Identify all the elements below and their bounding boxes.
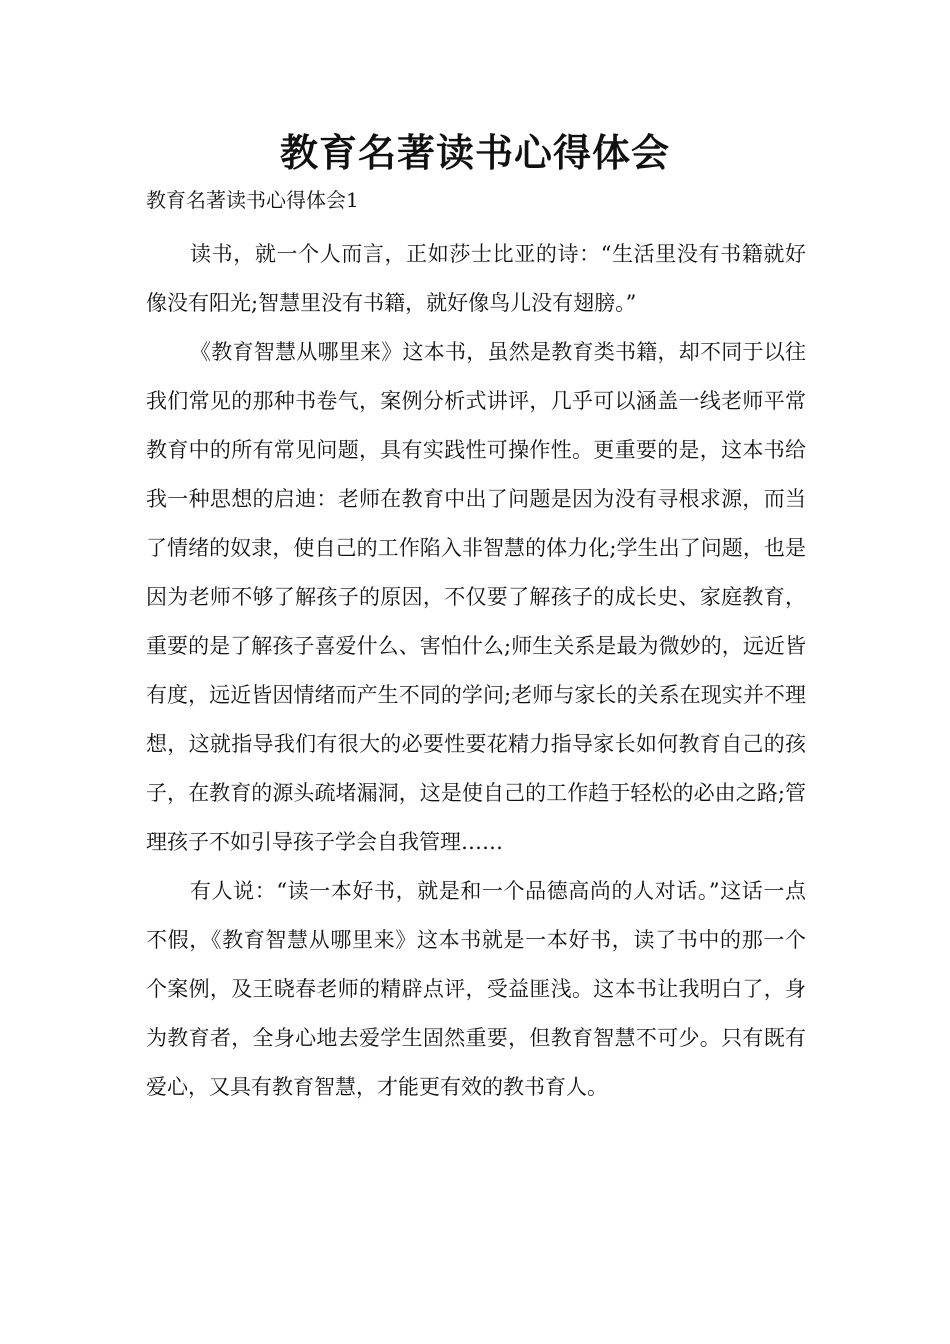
document-title: 教育名著读书心得体会: [279, 130, 670, 175]
paragraph-3: 有人说：“读一本好书，就是和一个品德高尚的人对话。”这话一点不假，《教育智慧从哪里来》这本书就是一本好书，读了书中的那一个个案例，及王晓春老师的精辟点评，受益匪浅。这本书让我明白了，身为教育者，全身心地去爱学生固然重要，但教育智慧不可少。只有既有爱心，又具有教育智慧，才能更有效的教书育人。: [146, 879, 806, 1099]
document-subtitle: 教育名著读书心得体会1: [146, 188, 359, 212]
paragraph-2: 《教育智慧从哪里来》这本书，虽然是教育类书籍，却不同于以往我们常见的那种书卷气，案例分析式讲评，几乎可以涵盖一线老师平常教育中的所有常见问题，具有实践性可操作性。更重要的是，这本书给我一种思想的启迪：老师在教育中出了问题是因为没有寻根求源，而当了情绪的奴隶，使自己的工作陷入非智慧的体力化;学生出了问题，也是因为老师不够了解孩子的原因，不仅要了解孩子的成长史、家庭教育，重要的是了解孩子喜爱什么、害怕什么;师生关系是最为微妙的，远近皆有度，远近皆因情绪而产生不同的学问;老师与家长的关系在现实并不理想，这就指导我们有很大的必要性要花精力指导家长如何教育自己的孩子，在教育的源头疏堵漏洞，这是使自己的工作趋于轻松的必由之路;管理孩子不如引导孩子学会自我管理……: [146, 340, 806, 854]
document-body: [146, 230, 806, 1112]
paragraph-1: 读书，就一个人而言，正如莎士比亚的诗：“生活里没有书籍就好像没有阳光;智慧里没有书籍，就好像鸟儿没有翅膀。”: [146, 242, 806, 315]
